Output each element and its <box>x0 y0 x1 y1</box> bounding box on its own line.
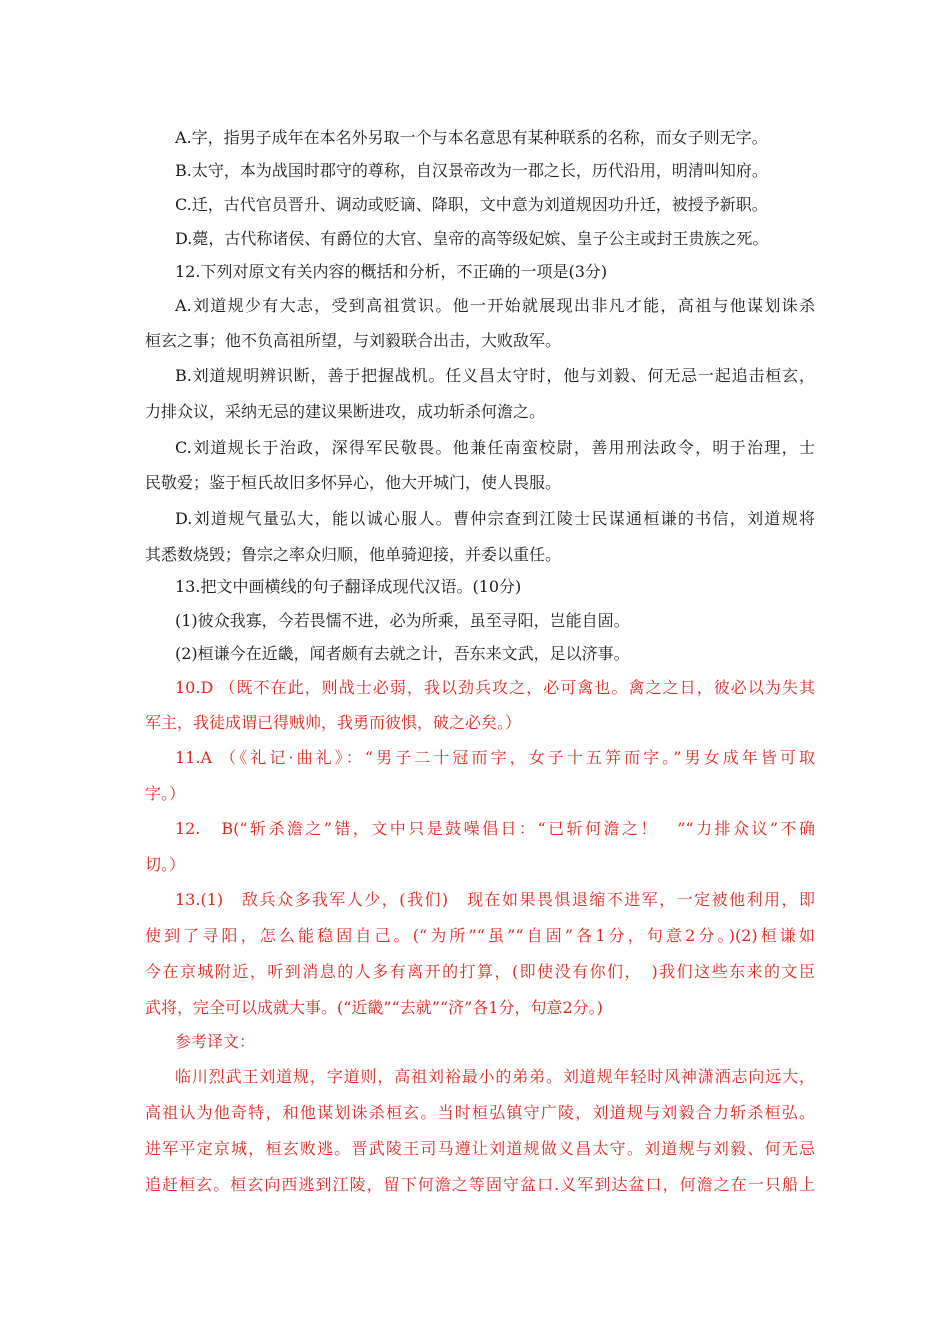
translation-line3: 进军平定京城，桓玄败逃。晋武陵王司马遵让刘道规做义昌太守。刘道规与刘毅、何无忌 <box>145 1139 815 1158</box>
answer-12-line2: 切。） <box>145 855 186 874</box>
answer-10-line2: 军主，我徒成谓已得贼帅，我勇而彼惧，破之必矣。） <box>145 713 522 732</box>
answer-13-line2: 使到了寻阳，怎么能稳固自己。(“为所”“虽”“自固”各1分，句意2分。)(2)桓谦如 <box>145 926 815 945</box>
q12-option-a-line2: 桓玄之事；他不负高祖所望，与刘毅联合出击，大败敌军。 <box>145 331 562 350</box>
q11-option-c: C.迁，古代官员晋升、调动或贬谪、降职，文中意为刘道规因功升迁，被授予新职。 <box>175 195 768 214</box>
q12-option-d-line1: D.刘道规气量弘大，能以诚心服人。曹仲宗查到江陵士民谋通桓谦的书信，刘道规将 <box>175 509 815 528</box>
answer-10-line1: 10.D （既不在此，则战士必弱，我以劲兵攻之，必可禽也。禽之之日，彼必以为失其 <box>175 678 815 697</box>
q12-option-a-line1: A.刘道规少有大志，受到高祖赏识。他一开始就展现出非凡才能，高祖与他谋划诛杀 <box>175 296 815 315</box>
translation-heading: 参考译文： <box>175 1032 256 1051</box>
translation-line4: 追赶桓玄。桓玄向西逃到江陵，留下何澹之等固守盆口.义军到达盆口，何澹之在一只船上 <box>145 1175 815 1194</box>
q12-option-c-line1: C.刘道规长于治政，深得军民敬畏。他兼任南蛮校尉，善用刑法政令，明于治理，士 <box>175 438 815 457</box>
q13-sentence-2: (2)桓谦今在近畿，闻者颇有去就之计，吾东来文武，足以济事。 <box>175 644 630 663</box>
answer-13-line3: 今在京城附近，听到消息的人多有离开的打算，(即使没有你们， )我们这些东来的文臣 <box>145 962 815 981</box>
translation-line2: 高祖认为他奇特，和他谋划诛杀桓玄。当时桓弘镇守广陵，刘道规与刘毅合力斩杀桓弘。 <box>145 1103 815 1122</box>
answer-12-line1: 12. B(“斩杀澹之”错，文中只是鼓噪倡日：“已斩何澹之！ ”“力排众议”不确 <box>175 819 815 838</box>
answer-13-line4: 武将，完全可以成就大事。(“近畿”“去就”“济”各1分，句意2分。) <box>145 998 603 1017</box>
answer-11-line1: 11.A （《礼记·曲礼》：“男子二十冠而字，女子十五笄而字。”男女成年皆可取 <box>175 748 815 767</box>
q11-option-a: A.字，指男子成年在本名外另取一个与本名意思有某种联系的名称，而女子则无字。 <box>175 128 768 147</box>
answer-13-line1: 13.(1) 敌兵众多我军人少，(我们) 现在如果畏惧退缩不进军，一定被他利用，即 <box>175 890 815 909</box>
q12-stem: 12.下列对原文有关内容的概括和分析，不正确的一项是(3分) <box>175 262 608 281</box>
q12-option-c-line2: 民敬爱；鉴于桓氏故旧多怀异心，他大开城门，使人畏服。 <box>145 473 562 492</box>
translation-line1: 临川烈武王刘道规，字道则，高祖刘裕最小的弟弟。刘道规年轻时风神潇洒志向远大， <box>175 1067 815 1086</box>
q12-option-b-line1: B.刘道规明辨识断，善于把握战机。任义昌太守时，他与刘毅、何无忌一起追击桓玄， <box>175 366 815 385</box>
answer-11-line2: 字。） <box>145 784 186 803</box>
q13-sentence-1: (1)彼众我寡，今若畏懦不进，必为所乘，虽至寻阳，岂能自固。 <box>175 611 630 630</box>
q11-option-b: B.太守，本为战国时郡守的尊称，自汉景帝改为一郡之长，历代沿用，明清叫知府。 <box>175 161 768 180</box>
q12-option-d-line2: 其悉数烧毁；鲁宗之率众归顺，他单骑迎接，并委以重任。 <box>145 545 562 564</box>
q12-option-b-line2: 力排众议，采纳无忌的建议果断进攻，成功斩杀何澹之。 <box>145 402 546 421</box>
q11-option-d: D.薨，古代称诸侯、有爵位的大官、皇帝的高等级妃嫔、皇子公主或封王贵族之死。 <box>175 229 769 248</box>
q13-stem: 13.把文中画横线的句子翻译成现代汉语。(10分) <box>175 577 522 596</box>
